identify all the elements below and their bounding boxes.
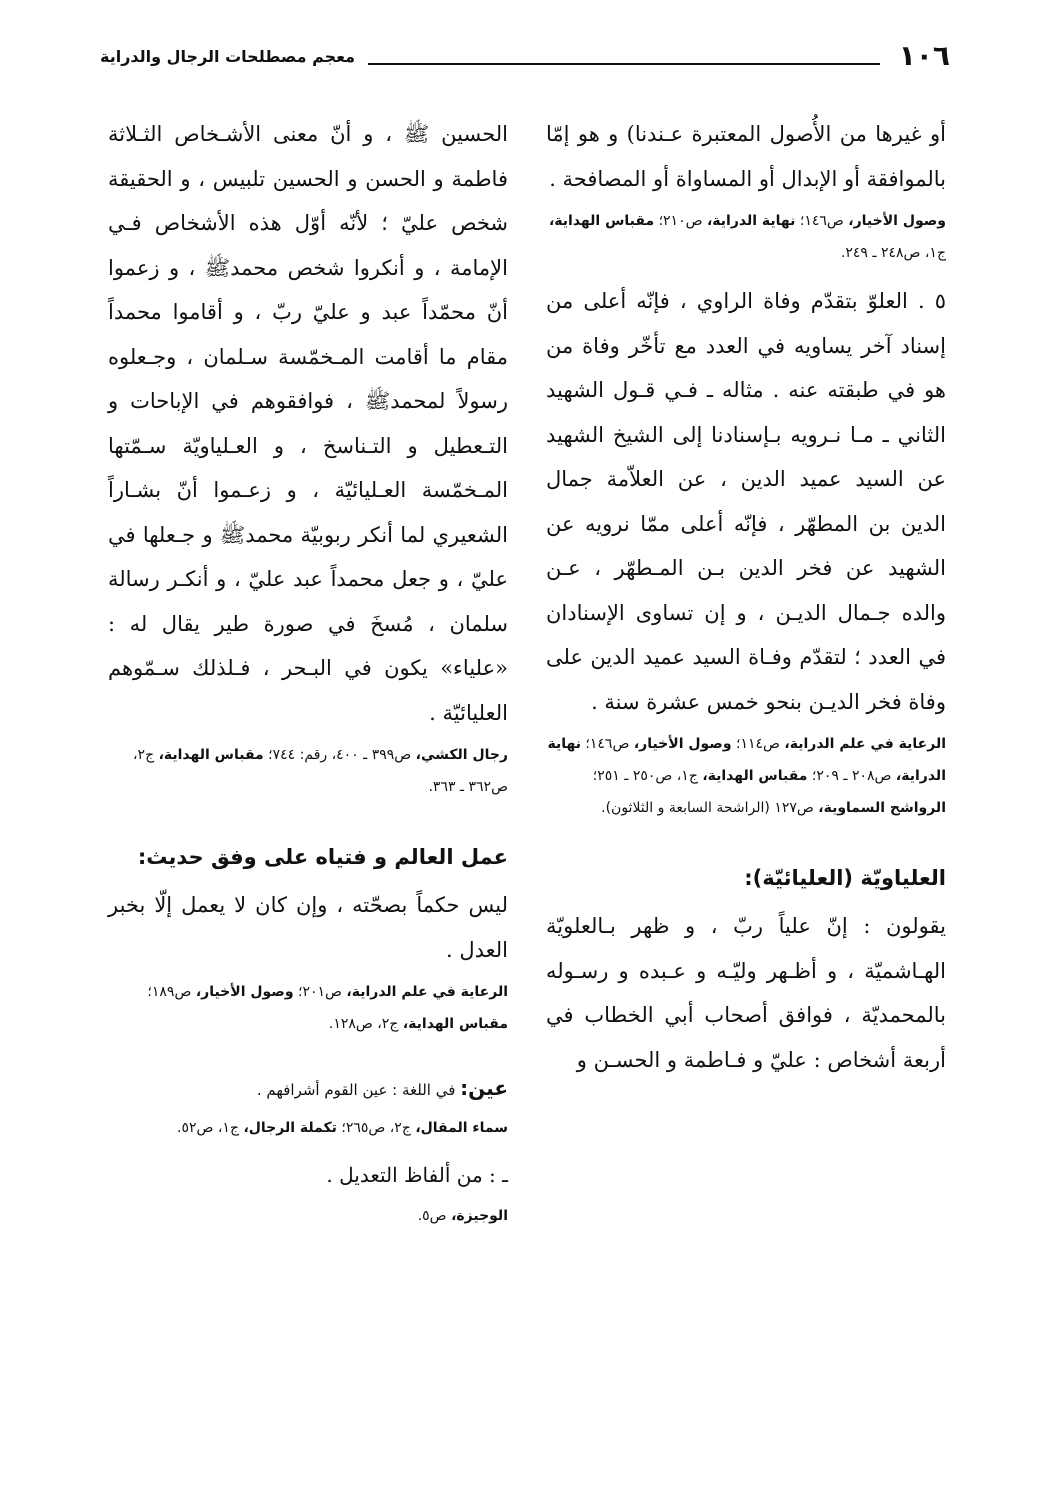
- ref-source: نهاية الدراية،: [706, 213, 796, 229]
- ref-source: وصول الأخيار،: [848, 213, 946, 229]
- running-title: معجم مصطلحات الرجال والدراية: [100, 47, 356, 66]
- entry-definition: [108, 1070, 508, 1108]
- reference: [546, 728, 946, 824]
- ref-detail: ص١٨٩؛: [147, 984, 196, 1000]
- ref-detail: ص٢٠٨ ـ ٢٠٩؛: [807, 768, 896, 784]
- paragraph: ليس حكماً بصحّته ، وإن كان لا يعمل إلّا بخبر العدل .: [108, 893, 508, 962]
- ref-detail: ج١، ص٥٢.: [177, 1120, 244, 1136]
- ref-source: مقباس الهداية،: [402, 1016, 508, 1032]
- ref-source: مقباس الهداية،: [158, 747, 264, 763]
- ref-source: الوجيزة،: [451, 1208, 508, 1224]
- ref-detail: ص١٤٦؛: [580, 736, 634, 752]
- ref-detail: ج١، ص٢٥٠ ـ ٢٥١؛: [592, 768, 703, 784]
- ref-source: مقباس الهداية،: [702, 768, 808, 784]
- ref-detail: ص١١٤؛: [731, 736, 785, 752]
- reference: [108, 1200, 508, 1232]
- ref-source: وصول الأخيار،: [633, 736, 732, 752]
- left-column: [108, 112, 508, 1242]
- ref-detail: ص٥.: [417, 1208, 452, 1224]
- ref-source: الرعاية في علم الدراية،: [346, 984, 508, 1000]
- page-number: ١٠٦: [898, 39, 950, 72]
- ref-detail: ص٣٩٩ ـ ٤٠٠، رقم: ٧٤٤؛: [263, 747, 416, 763]
- ref-detail: ص١٢٧ (الراشحة السابعة و الثلاثون).: [601, 800, 819, 816]
- ref-detail: ص٢٠١؛: [293, 984, 347, 1000]
- definition-text: في اللغة : عين القوم أشرافهم .: [256, 1081, 461, 1099]
- reference: [546, 205, 946, 269]
- ref-source: وصول الأخيار،: [195, 984, 294, 1000]
- entry-heading: عين:: [460, 1076, 508, 1100]
- ref-source: تكملة الرجال،: [243, 1120, 337, 1136]
- header-rule: [368, 63, 880, 65]
- ref-source: مقباس الهداية،: [548, 213, 655, 229]
- ref-source: سماء المقال،: [415, 1120, 508, 1136]
- reference: [108, 739, 508, 803]
- ref-source: الرعاية في علم الدراية،: [784, 736, 946, 752]
- page-header: [100, 38, 950, 78]
- right-column: [546, 112, 946, 1082]
- ref-detail: ص١٤٦؛: [795, 213, 849, 229]
- reference: [108, 1112, 508, 1144]
- paragraph: يقولون : إنّ علياً ربّ ، و ظهر بـالعلويّة الهـاشميّة ، و أظـهر وليّـه و عـبده و رسـوله بالمحمديّة ، فوافق أصحاب أبي الخطاب في أربعة أشخاص : عليّ و فـاطمة و الحسـن و: [546, 914, 946, 1072]
- spacer: [108, 1050, 508, 1070]
- paragraph: الحسين ﷺ ، و أنّ معنى الأشـخاص الثـلاثة فاطمة و الحسن و الحسين تلبيس ، و الحقيقة شخص عليّ ؛ لأنّه أوّل هذه الأشخاص فـي الإمامة ، و أنكروا شخص محمدﷺ ، و زعموا أنّ محمّداً عبد و عليّ ربّ ، و أقاموا محمداً مقام ما أقامت المـخمّسة سـلمان ، وجـعلوه رسولاً لمحمدﷺ ، فوافقوهم في الإباحات و التـعطيل و التـناسخ ، و العـلياويّة سـمّتها المـخمّسة العـليائيّة ، و زعـموا أنّ بشـاراً الشعيري لما أنكر ربوبيّة محمدﷺ و جـعلها في عليّ ، و جعل محمداً عبد عليّ ، و أنكـر رسالة سلمان ، مُسخَ في صورة طير يقال له : «علياء» يكون في البـحر ، فـلذلك سـمّوهم العليائيّة .: [108, 122, 508, 725]
- ref-detail: ج١، ص٢٤٨ ـ ٢٤٩.: [840, 245, 946, 261]
- ref-source: الرواشح السماوية،: [818, 800, 946, 816]
- ref-detail: ج٢، ص١٢٨.: [328, 1016, 403, 1032]
- ref-detail: ص٢١٠؛: [654, 213, 707, 229]
- ref-detail: ج٢، ص٣٦٢ ـ ٣٦٣.: [133, 747, 508, 795]
- paragraph: أو غيرها من الأُصول المعتبرة عـندنا) و هو إمّا بالموافقة أو الإبدال أو المساواة أو المصافحة .: [546, 122, 946, 191]
- entry-heading: عمل العالم و فتياه على وفق حديث:: [137, 845, 508, 869]
- reference: [108, 976, 508, 1040]
- entry-heading: العلياويّة (العليائيّة):: [744, 866, 946, 890]
- definition-text: ـ : من ألفاظ التعديل .: [326, 1163, 508, 1187]
- paragraph: ٥ . العلوّ بتقدّم وفاة الراوي ، فإنّه أعلى من إسناد آخر يساويه في العدد مع تأخّر وفاة من هو في طبقته عنه . مثاله ـ فـي قـول الشهيد الثاني ـ مـا نـرويه بـإسنادنا إلى الشيخ الشهيد عن السيد عميد الدين ، عن العلاّمة جمال الدين بن المطهّر ، فإنّه أعلى ممّا نرويه عن الشهيد عن فخر الدين بـن المـطهّر ، عـن والده جـمال الديـن ، و إن تساوى الإسنادان في العدد ؛ لتقدّم وفـاة السيد عميد الدين على وفاة فخر الديـن بنحو خمس عشرة سنة .: [546, 289, 946, 714]
- ref-detail: ج٢، ص٢٦٥؛: [336, 1120, 416, 1136]
- ref-source: نهاية الدراية،: [547, 736, 946, 784]
- ref-source: رجال الكشي،: [415, 747, 508, 763]
